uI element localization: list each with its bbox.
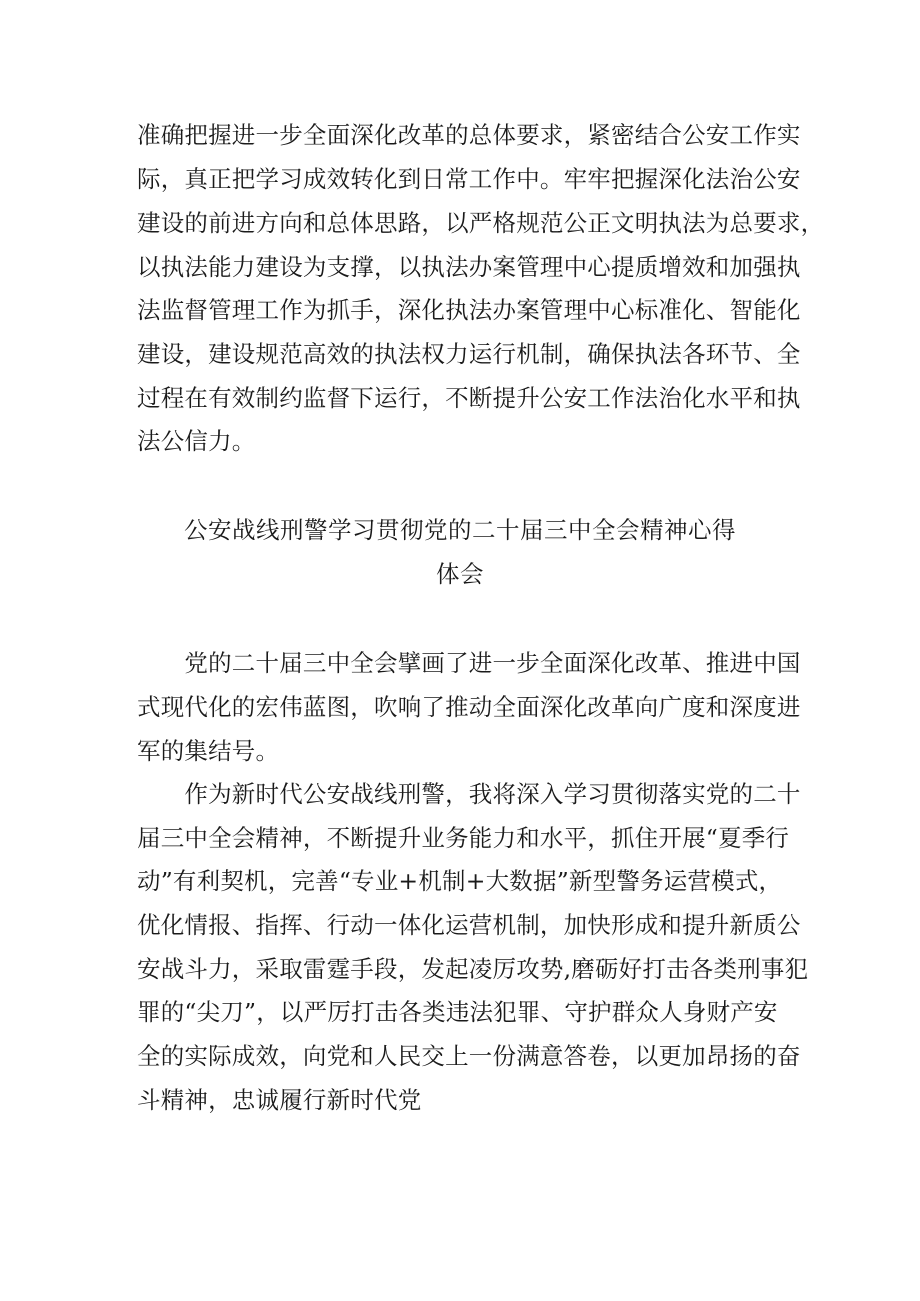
paragraph-line: 以执法能力建设为支撑，以执法办案管理中心提质增效和加强执: [137, 253, 801, 281]
paragraph-line: 作为新时代公安战线刑警，我将深入学习贯彻落实党的二十: [137, 780, 801, 808]
paragraph-line: 建设的前进方向和总体思路，以严格规范公正文明执法为总要求，: [137, 209, 825, 237]
paragraph-line: 届三中全会精神，不断提升业务能力和水平，抓住开展“夏季行: [137, 824, 790, 852]
paragraph-line: 动”有利契机，完善“专业+机制+大数据”新型警务运营模式，: [137, 867, 783, 895]
paragraph-line: 准确把握进一步全面深化改革的总体要求，紧密结合公安工作实: [137, 121, 801, 149]
paragraph-line: 际，真正把学习成效转化到日常工作中。牢牢把握深化法治公安: [137, 165, 801, 193]
paragraph-line: 式现代化的宏伟蓝图，吹响了推动全面深化改革向广度和深度进: [137, 693, 801, 721]
section-title: 公安战线刑警学习贯彻党的二十届三中全会精神心得: [184, 516, 736, 544]
paragraph-line: 过程在有效制约监督下运行，不断提升公安工作法治化水平和执: [137, 384, 801, 412]
paragraph-line: 法监督管理工作为抓手，深化执法办案管理中心标准化、智能化: [137, 296, 801, 324]
paragraph-line: 党的二十届三中全会擘画了进一步全面深化改革、推进中国: [137, 649, 801, 677]
paragraph-line: 优化情报、指挥、行动一体化运营机制，加快形成和提升新质公: [137, 911, 801, 939]
paragraph-line: 建设，建设规范高效的执法权力运行机制，确保执法各环节、全: [137, 340, 801, 368]
paragraph-line: 军的集结号。: [137, 737, 280, 765]
paragraph-line: 全的实际成效，向党和人民交上一份满意答卷，以更加昂扬的奋: [137, 1042, 801, 1070]
paragraph-line: 斗精神，忠诚履行新时代党: [137, 1086, 422, 1114]
section-title: 体会: [436, 560, 484, 588]
paragraph-line: 法公信力。: [137, 427, 256, 455]
paragraph-line: 安战斗力，采取雷霆手段，发起凌厉攻势,磨砺好打击各类刑事犯: [137, 955, 809, 983]
paragraph-line: 罪的“尖刀”，以严厉打击各类违法犯罪、守护群众人身财产安: [137, 998, 778, 1026]
